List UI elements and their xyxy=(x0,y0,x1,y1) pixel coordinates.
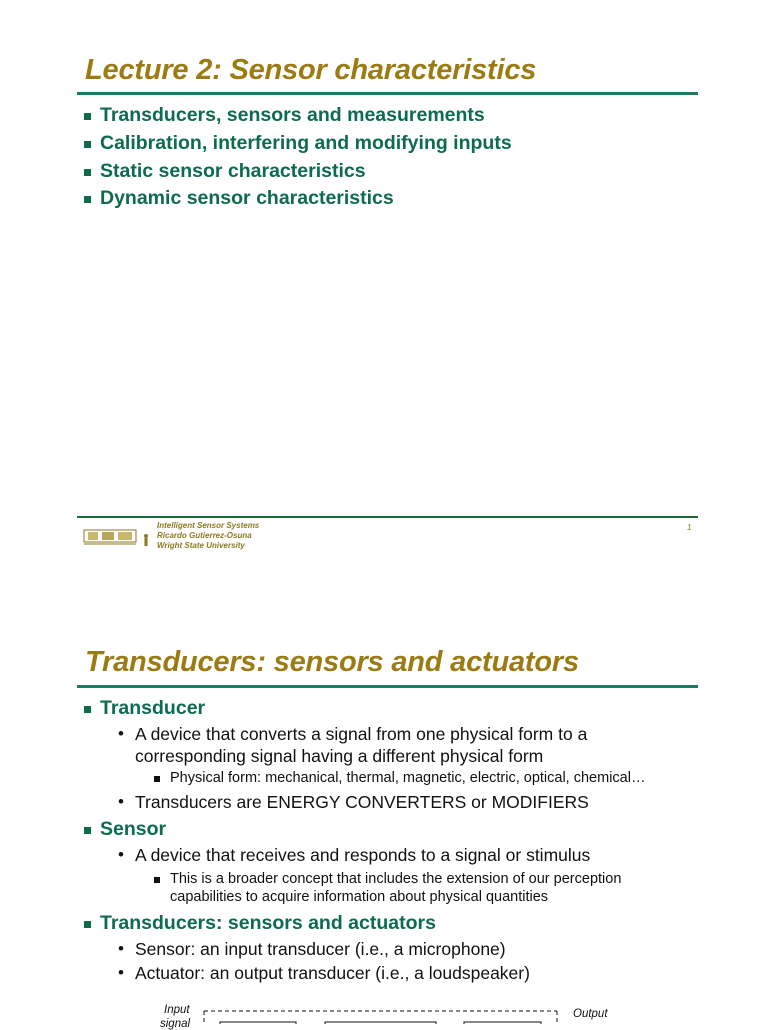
bullet-square-icon xyxy=(84,113,91,120)
bullet-dot-icon: • xyxy=(118,939,124,958)
page-number: 1 xyxy=(687,523,692,532)
sensor-input-transducer: Sensor: an input transducer (i.e., a microphone) xyxy=(135,939,506,959)
energy-converters-note: Transducers are ENERGY CONVERTERS or MODIFIERS xyxy=(135,792,589,812)
bullet-square-icon xyxy=(84,827,91,834)
sensors-actuators-heading: Transducers: sensors and actuators xyxy=(100,912,436,934)
bullet-dot-icon: • xyxy=(118,963,124,982)
bullet-dot-icon: • xyxy=(118,792,124,811)
bullet-square-icon xyxy=(154,776,160,782)
university-logo-icon xyxy=(82,524,154,548)
diagram-output-label: Output xyxy=(573,1008,608,1020)
footer-university: Wright State University xyxy=(157,541,245,550)
slide-1-bullet: Dynamic sensor characteristics xyxy=(100,187,394,209)
slide-1-bullet: Static sensor characteristics xyxy=(100,160,366,182)
footer-course: Intelligent Sensor Systems xyxy=(157,521,260,530)
title-rule xyxy=(77,92,698,95)
sensor-note-line-1: This is a broader concept that includes the extension of our perception xyxy=(170,871,622,887)
diagram-input-label-2: signal xyxy=(160,1018,191,1030)
actuator-output-transducer: Actuator: an output transducer (i.e., a loudspeaker) xyxy=(135,963,530,983)
transducer-definition-line-1: A device that converts a signal from one physical form to a xyxy=(135,724,588,744)
bullet-square-icon xyxy=(84,196,91,203)
bullet-square-icon xyxy=(84,706,91,713)
sensor-definition: A device that receives and responds to a signal or stimulus xyxy=(135,845,591,865)
bullet-square-icon xyxy=(84,141,91,148)
footer-author: Ricardo Gutierrez-Osuna xyxy=(157,531,252,540)
bullet-square-icon xyxy=(84,169,91,176)
bullet-dot-icon: • xyxy=(118,724,124,743)
bullet-dot-icon: • xyxy=(118,845,124,864)
sensor-note-line-2: capabilities to acquire information about physical quantities xyxy=(170,889,549,905)
transducer-heading: Transducer xyxy=(100,697,206,719)
bullet-square-icon xyxy=(154,877,160,883)
slide-1-bullet: Calibration, interfering and modifying inputs xyxy=(100,132,512,154)
diagram-boxes xyxy=(200,1008,562,1024)
title-rule xyxy=(77,685,698,688)
bullet-square-icon xyxy=(84,921,91,928)
sensor-heading: Sensor xyxy=(100,818,167,840)
physical-form-note: Physical form: mechanical, thermal, magnetic, electric, optical, chemical… xyxy=(170,770,646,786)
diagram-input-label: Input xyxy=(164,1004,190,1016)
transducer-definition-line-2: corresponding signal having a different physical form xyxy=(135,746,544,766)
slide-2-title: Transducers: sensors and actuators xyxy=(85,646,579,678)
slide-1-bullet: Transducers, sensors and measurements xyxy=(100,104,485,126)
footer-rule xyxy=(77,516,698,518)
slide-1-title: Lecture 2: Sensor characteristics xyxy=(85,54,537,86)
